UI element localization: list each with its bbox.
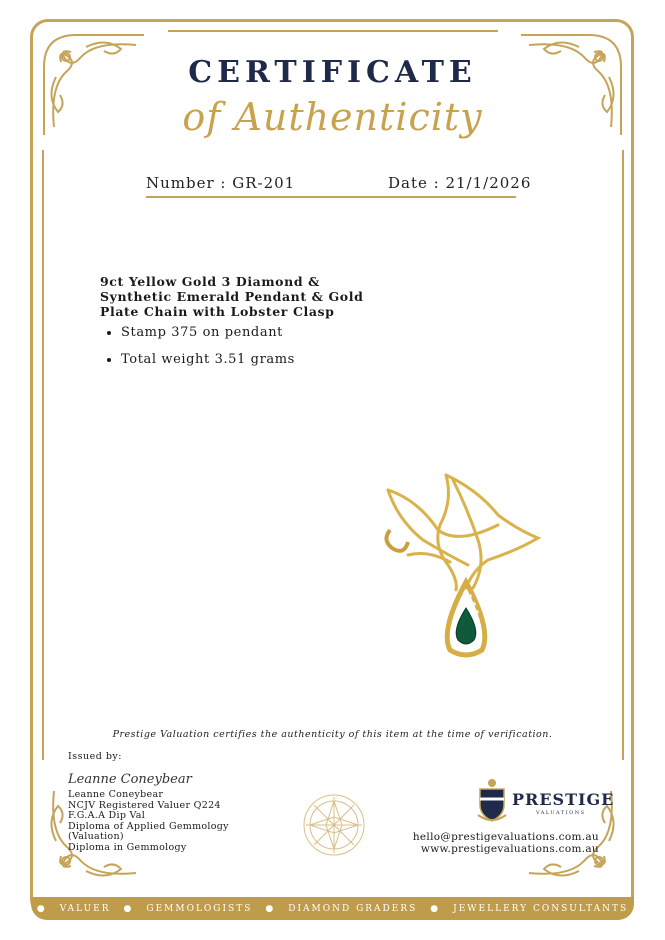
contact-website[interactable]: www.prestigevaluations.com.au: [420, 843, 599, 855]
footer-item: GEMMOLOGISTS: [146, 903, 253, 914]
pendant-photo: [378, 470, 548, 660]
prestige-crest-icon: [474, 777, 510, 823]
certification-statement: Prestige Valuation certifies the authenticity of this item at the time of verification.: [112, 729, 553, 740]
valuer-line: (Valuation): [68, 831, 124, 842]
seal-emblem: [302, 793, 366, 857]
signature: [66, 763, 192, 789]
valuer-line: F.G.A.A Dip Val: [68, 810, 146, 821]
footer-bullet: ●: [430, 903, 441, 914]
footer-bullet: ●: [265, 903, 276, 914]
certificate-date: Date : 21/1/2026: [388, 174, 532, 192]
left-divider: [42, 150, 44, 760]
item-details-list: [104, 325, 295, 379]
signature-text: Leanne Coneybear: [68, 772, 192, 787]
contact-email[interactable]: hello@prestigevaluations.com.au: [412, 831, 599, 843]
contact-block: [413, 831, 599, 855]
footer-bullet: ●: [36, 903, 47, 914]
valuer-line: NCJV Registered Valuer Q224: [68, 799, 221, 811]
top-divider: [168, 30, 498, 32]
issued-by-label: Issued by:: [68, 751, 122, 762]
footer-item: DIAMOND GRADERS: [288, 903, 418, 914]
footer-bullet: ●: [123, 903, 134, 914]
valuer-line: Diploma in Gemmology: [68, 841, 187, 853]
certificate-subtitle: of Authenticity: [182, 95, 483, 139]
item-title: 9ct Yellow Gold 3 Diamond & Synthetic Emerald Pendant & Gold Plate Chain with Lobster Clasp: [100, 274, 364, 319]
item-detail: • Stamp 375 on pendant: [121, 325, 295, 340]
valuer-credentials: [68, 790, 229, 853]
footer-item: VALUER: [59, 903, 111, 914]
certificate-title: CERTIFICATE: [188, 55, 477, 90]
certificate-number: Number : GR-201: [146, 174, 296, 192]
right-divider: [622, 150, 624, 760]
meta-underline: [146, 196, 516, 198]
company-tagline: VALUATIONS: [536, 810, 586, 816]
valuer-line: Diploma of Applied Gemmology: [68, 820, 229, 832]
valuer-line: Leanne Coneybear: [68, 789, 164, 800]
footer-item: JEWELLERY CONSULTANTS: [453, 903, 629, 914]
footer-bar: [31, 897, 634, 920]
company-name: PRESTIGE: [512, 790, 615, 809]
item-detail: • Total weight 3.51 grams: [121, 352, 295, 367]
